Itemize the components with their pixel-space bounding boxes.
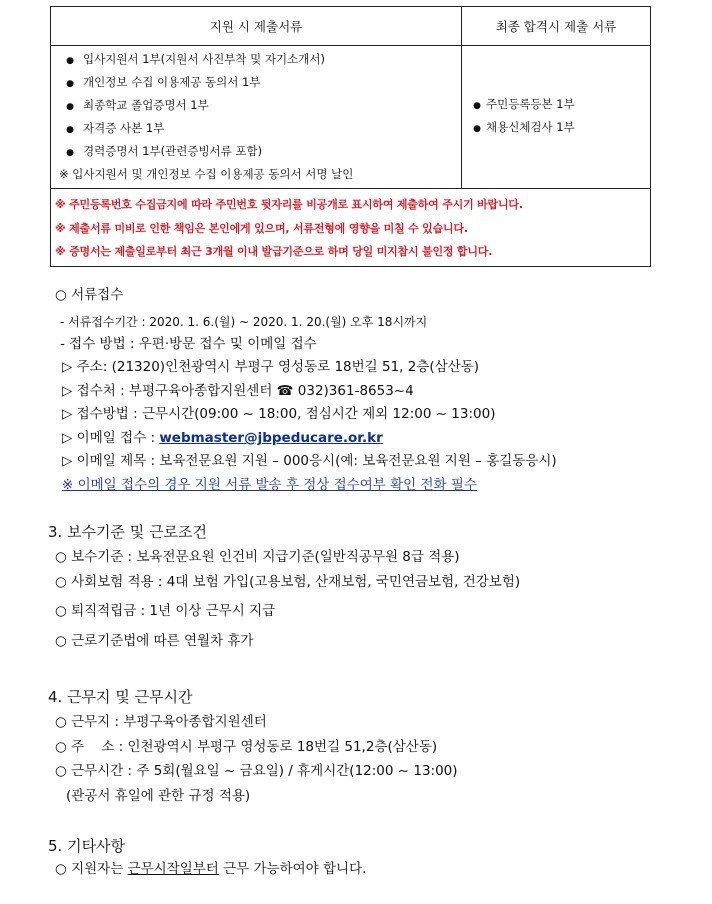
section3-item-insurance: ○ 사회보험 적용 : 4대 보험 가입(고용보험, 산재보험, 국민연금보험, 건강보험): [55, 574, 521, 590]
section4-item-holiday-note: (관공서 휴일에 관한 규정 적용): [66, 788, 251, 804]
section4-item-hours: ○ 근무시간 : 주 5회(월요일 ~ 금요일) / 휴게시간(12:00 ~ 13:00): [55, 763, 458, 779]
final-docs-list: [462, 91, 650, 143]
receipt-office: ▷ 접수처 : 부평구육아종합지원센터 ☎ 032)361-8653~4: [62, 383, 414, 399]
application-docs-cell: [51, 46, 462, 189]
section3-item-salary: ○ 보수기준 : 보육전문요원 인건비 지급기준(일반직공무원 8급 적용): [55, 549, 460, 565]
receipt-title: ○ 서류접수: [55, 287, 124, 303]
table-header-final-docs: 최종 합격시 제출 서류: [462, 7, 651, 46]
table-header-application-docs: 지원 시 제출서류: [51, 7, 462, 46]
bullet-icon: ●: [66, 56, 74, 66]
bullet-icon: ●: [66, 79, 74, 89]
section4-item-address: ○ 주 소 : 인천광역시 부평구 영성동로 18번길 51,2층(삼산동): [55, 739, 438, 755]
list-item: ● 주민등록등본 1부: [468, 94, 650, 117]
section4-heading: 4. 근무지 및 근무시간: [48, 688, 193, 706]
section5-item: ○ 지원자는 근무시작일부터 근무 가능하여야 합니다.: [55, 861, 367, 877]
bullet-icon: ●: [473, 124, 481, 134]
receipt-email-note: ※ 이메일 접수의 경우 지원 서류 발송 후 정상 접수여부 확인 전화 필수: [62, 477, 477, 493]
list-item: ● 자격증 사본 1부: [57, 118, 461, 141]
receipt-email-row: [62, 428, 383, 448]
warning-notes-cell: [51, 189, 651, 267]
bullet-icon: ●: [473, 101, 481, 111]
list-item: ● 채용신체검사 1부: [468, 117, 650, 140]
signature-note: ※ 입사지원서 및 개인정보 수집 이용제공 동의서 서명 날인: [59, 167, 354, 181]
bullet-icon: ●: [66, 148, 74, 158]
bullet-icon: ●: [66, 125, 74, 135]
application-docs-list: [51, 46, 461, 188]
receipt-method: - 접수 방법 : 우편·방문 접수 및 이메일 접수: [60, 336, 317, 352]
list-item: ● 최종학교 졸업증명서 1부: [57, 95, 461, 118]
section3-item-leave: ○ 근로기준법에 따른 연월차 휴가: [55, 633, 254, 649]
receipt-period: - 서류접수기간 : 2020. 1. 6.(월) ~ 2020. 1. 20.(월) 오후 18시까지: [60, 315, 428, 329]
email-label: ▷ 이메일 접수 :: [62, 430, 160, 446]
email-link[interactable]: webmaster@jbpeducare.or.kr: [159, 430, 383, 446]
warning-note: ※ 증명서는 제출일로부터 최근 3개월 이내 발급기준으로 하며 당일 미지참시 불인정 합니다.: [55, 245, 493, 258]
list-item: ● 경력증명서 1부(관련증빙서류 포함): [57, 141, 461, 164]
document-submission-table: [50, 6, 651, 267]
receipt-email-subject: ▷ 이메일 제목 : 보육전문요원 지원 – 000응시(예: 보육전문요원 지원 – 홍길동응시): [62, 453, 557, 469]
receipt-hours: ▷ 접수방법 : 근무시간(09:00 ~ 18:00, 점심시간 제외 12:00 ~ 13:00): [62, 406, 496, 422]
section5-heading: 5. 기타사항: [48, 837, 126, 855]
section3-item-retirement: ○ 퇴직적립금 : 1년 이상 근무시 지급: [55, 603, 276, 619]
section4-item-workplace: ○ 근무지 : 부평구육아종합지원센터: [55, 714, 267, 730]
list-item: ● 입사지원서 1부(지원서 사진부착 및 자기소개서): [57, 49, 461, 72]
receipt-address: ▷ 주소: (21320)인천광역시 부평구 영성동로 18번길 51, 2층(삼산동): [62, 359, 480, 375]
start-date-emphasis: 근무시작일부터: [127, 861, 219, 877]
section3-heading: 3. 보수기준 및 근로조건: [48, 523, 208, 541]
list-item: ● 개인정보 수집 이용제공 동의서 1부: [57, 72, 461, 95]
final-docs-cell: [462, 46, 651, 189]
warning-note: ※ 제출서류 미비로 인한 책임은 본인에게 있으며, 서류전형에 영향을 미칠 수 있습니다.: [55, 221, 468, 235]
warning-note: ※ 주민등록번호 수집금지에 따라 주민번호 뒷자리를 비공개로 표시하여 제출하여 주시기 바랍니다.: [55, 198, 523, 211]
bullet-icon: ●: [66, 102, 74, 112]
